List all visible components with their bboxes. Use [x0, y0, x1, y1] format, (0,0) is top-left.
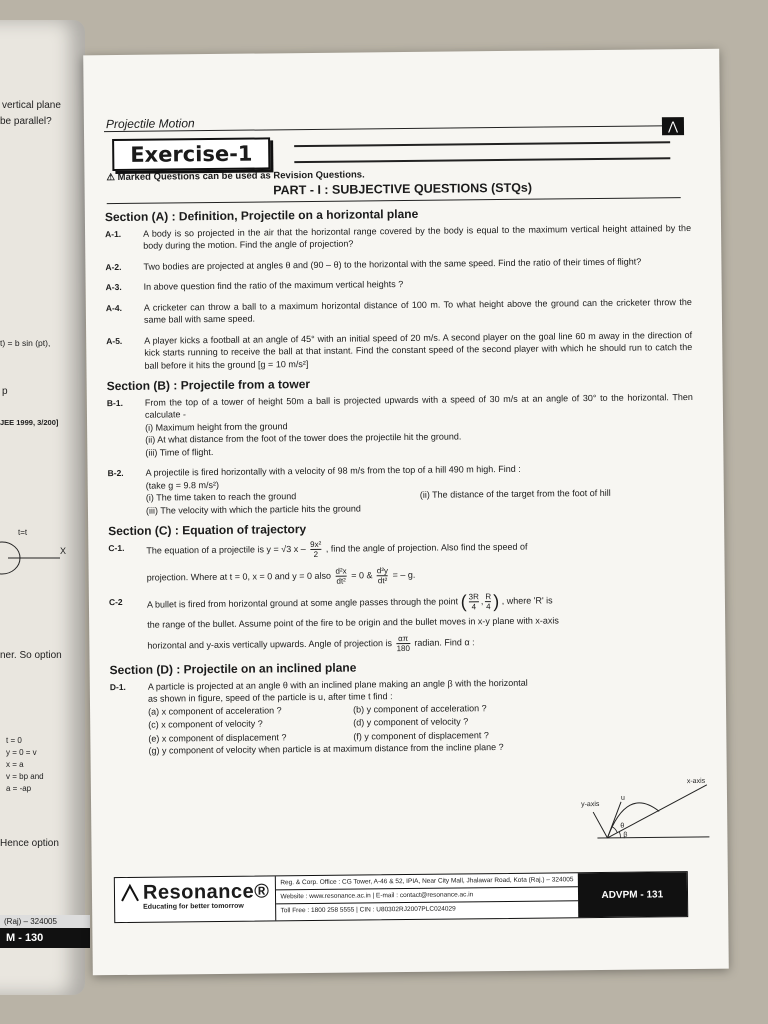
x-axis-label: x-axis: [686, 777, 706, 786]
question-text: A bullet is fired from horizontal ground at some angle passes through the point: [146, 595, 459, 610]
fraction-numerator: 9x²: [310, 539, 322, 549]
question-part: (ii) The distance of the target from the foot of hill: [419, 487, 611, 500]
left-page-line: be parallel?: [0, 116, 52, 127]
fraction-numerator: d²x: [335, 566, 347, 576]
left-page-line: vertical plane: [2, 100, 61, 111]
question-part: (i) The time taken to reach the ground: [145, 491, 297, 503]
exercise-title: Exercise-1: [112, 137, 271, 171]
section-heading-c: Section (C) : Equation of trajectory: [108, 522, 307, 539]
question-text: the range of the bullet. Assume point of the fire to be origin and the bullet moves in x-y plane with x-axis: [147, 614, 559, 630]
question-part: (i) Maximum height from the ground: [145, 420, 288, 433]
beta-arc: [619, 832, 620, 838]
footer-info: [276, 873, 578, 920]
inclined-plane-diagram: [581, 777, 718, 848]
question-text: A cricketer can throw a ball to a maximum horizontal distance of 100 m. To what height above the ground can the cricketer throw the same ball with same speed.: [143, 296, 692, 325]
left-page-line: JEE 1999, 3/200]: [0, 418, 59, 427]
question-a1: [105, 221, 691, 252]
question-part: (b) y component of acceleration ?: [353, 702, 487, 715]
question-text: , where 'R' is: [501, 594, 553, 606]
left-page-sketch: [0, 540, 70, 580]
question-id: A-4.: [105, 302, 122, 313]
question-body: [146, 535, 694, 587]
question-line: [147, 631, 695, 656]
theta-arc: [612, 827, 617, 833]
left-page: [0, 20, 85, 995]
book-page: [83, 49, 729, 976]
fraction-numerator: απ: [398, 633, 409, 644]
fraction-denominator: dt²: [336, 576, 346, 586]
fraction-numerator: d²y: [376, 565, 389, 575]
question-id: A-2.: [105, 261, 122, 272]
fraction: [485, 592, 491, 611]
question-text: A particle is projected at an angle θ with an inclined plane making an angle β with the horizontal as shown in figure, speed of the particle is u, after time t find :: [147, 677, 528, 704]
fraction-denominator: 2: [313, 549, 319, 559]
footer-website: Website : www.resonance.ac.in | E-mail : contact@resonance.ac.in: [276, 887, 577, 904]
fraction: [469, 592, 479, 611]
y-axis-line: [593, 812, 607, 838]
left-page-line: y = 0 = v: [6, 748, 37, 757]
question-part: (g) y component of velocity when particle is at maximum distance from the incline plane ?: [148, 741, 504, 756]
ground-line: [597, 837, 709, 838]
question-c1: [108, 535, 694, 587]
left-page-line: a = -ap: [6, 784, 32, 793]
fraction: [310, 539, 321, 558]
left-page-line: t=t: [18, 528, 28, 537]
left-page-line: t) = b sin (pt),: [0, 338, 51, 348]
question-text: horizontal and y-axis vertically upwards. Angle of projection is: [147, 638, 393, 651]
footer-tollfree: Toll Free : 1800 258 5555 | CIN : U80302RJ2007PLC024029: [280, 905, 456, 915]
equation-term: √3 x –: [281, 543, 306, 554]
left-page-line: v = bp and: [6, 772, 44, 781]
footer-address: Reg. & Corp. Office : CG Tower, A-46 & 52, IPIA, Near City Mall, Jhalawar Road, Kota (Raj.) – 324005: [276, 873, 577, 890]
brand-name: Resonance®: [142, 880, 270, 904]
fraction: [335, 566, 346, 585]
fraction-denominator: dt²: [377, 575, 388, 585]
page-footer: [114, 871, 688, 923]
question-id: B-1.: [106, 397, 123, 408]
question-text: A player kicks a football at an angle of 45° with an initial speed of 20 m/s. A second player on the goal line 60 m away in the direction of kick starts running to receive the ball at that instant. Find the constant speed of the second player with which he should run to catch the ball before it hits the ground [g = 10 m/s²]: [144, 329, 693, 371]
question-d1: [110, 674, 697, 757]
question-b2: [108, 461, 694, 517]
questions: [105, 199, 697, 766]
right-paren: ): [493, 590, 500, 611]
section-heading-d: Section (D) : Projectile on an inclined plane: [109, 660, 357, 678]
question-text: A projectile is fired horizontally with a velocity of 98 m/s from the top of a hill 490 m high. Find :: [145, 463, 521, 478]
fraction: [396, 634, 410, 653]
question-a2: [105, 254, 691, 273]
question-note: (take g = 9.8 m/s²): [145, 479, 220, 491]
question-text: , find the angle of projection. Also find the speed of: [325, 541, 528, 554]
left-page-line: Hence option: [0, 838, 59, 849]
left-page-footer: [0, 915, 90, 948]
fraction-denominator: 4: [471, 601, 477, 611]
question-id: C-2: [108, 596, 123, 607]
section-heading-b: Section (B) : Projectile from a tower: [106, 376, 311, 394]
question-id: A-1.: [105, 228, 122, 239]
question-id: C-1.: [108, 542, 125, 553]
question-part: (e) x component of displacement ?: [148, 731, 287, 744]
question-body: [145, 390, 694, 458]
question-text: In above question find the ratio of the maximum vertical heights ?: [143, 279, 404, 292]
revision-note: [106, 169, 364, 183]
fraction-numerator: R: [485, 591, 492, 601]
question-body: [147, 589, 696, 655]
left-page-line: X: [60, 546, 67, 556]
left-page-line: p: [2, 386, 8, 397]
title-rules: [294, 141, 670, 163]
revision-note-text: Marked Questions can be used as Revision Questions.: [117, 169, 365, 184]
footer-logo: [115, 876, 277, 922]
question-text: projection. Where at t = 0, x = 0 and y = 0 also: [146, 570, 332, 583]
resonance-logo-icon: ⋀: [662, 117, 684, 135]
question-line: A bullet is fired from horizontal ground at some angle passes through the point ( $\frac{3R}{4}$ , $\frac{R}{4}$ ) , where 'R' is: [146, 590, 553, 612]
question-text: A body is so projected in the air that the horizontal range covered by the body is equal to the maximum vertical height attained by the body during the motion. Find the angle of projection?: [143, 222, 692, 251]
question-text: From the top of a tower of height 50m a ball is projected upwards with a speed of 30 m/s at an angle of 30° to the horizontal. Then calculate -: [144, 391, 693, 420]
fraction-denominator: 4: [486, 601, 491, 611]
section-heading-a: Section (A) : Definition, Projectile on a horizontal plane: [104, 206, 419, 225]
fraction: [377, 566, 388, 585]
question-text: radian. Find α :: [414, 637, 475, 648]
question-part: (f) y component of displacement ?: [353, 729, 489, 742]
left-page-number: M - 130: [0, 928, 90, 948]
question-body: [148, 674, 697, 757]
trajectory-path: [607, 803, 659, 838]
question-part: (d) y component of velocity ?: [353, 716, 469, 728]
page-code: ADVPM - 131: [577, 872, 687, 917]
resonance-logo-icon: [121, 884, 139, 902]
question-part: (ii) At what distance from the foot of the tower does the projectile hit the ground.: [145, 431, 462, 445]
question-part: (iii) Time of flight.: [145, 446, 214, 458]
y-axis-label: y-axis: [581, 800, 600, 809]
left-page-line: t = 0: [6, 736, 22, 745]
left-page-footer-address: (Raj) – 324005: [0, 915, 90, 928]
theta-label: θ: [620, 822, 625, 830]
chapter-title: Projectile Motion: [105, 116, 195, 132]
question-c2: [109, 589, 696, 656]
question-parts: [148, 699, 696, 744]
question-part: (a) x component of acceleration ?: [148, 704, 282, 717]
brand-tagline: Educating for better tomorrow: [143, 902, 244, 911]
question-line: [147, 562, 695, 587]
question-part: (iii) The velocity with which the particle hits the ground: [145, 502, 361, 516]
fraction-numerator: 3R: [468, 591, 479, 601]
question-text: The equation of a projectile is y =: [146, 543, 279, 556]
revision-mark-icon: ⚠: [106, 172, 118, 184]
left-page-line: ner. So option: [0, 650, 62, 661]
question-id: A-3.: [105, 281, 122, 293]
question-id: A-5.: [106, 335, 123, 346]
question-b1: [107, 390, 694, 459]
question-a5: [106, 328, 692, 372]
question-id: B-2.: [107, 467, 124, 479]
beta-label: β: [623, 831, 628, 839]
question-body: [146, 461, 694, 517]
fraction-denominator: 180: [396, 643, 410, 654]
question-text: = 0 &: [351, 569, 373, 580]
question-part: (c) x component of velocity ?: [148, 718, 263, 730]
speed-label: u: [620, 794, 625, 802]
question-text: = – g.: [392, 569, 416, 580]
question-id: D-1.: [109, 681, 126, 692]
left-paren: (: [460, 591, 467, 612]
question-a4: [106, 295, 692, 326]
question-a3: [106, 275, 692, 294]
question-line: [146, 535, 694, 560]
question-text: Two bodies are projected at angles θ and (90 – θ) to the horizontal with the same speed. Find the ratio of their times of flight?: [143, 256, 642, 272]
left-page-line: x = a: [6, 760, 24, 769]
part-title: PART - I : SUBJECTIVE QUESTIONS (STQs): [273, 180, 533, 198]
